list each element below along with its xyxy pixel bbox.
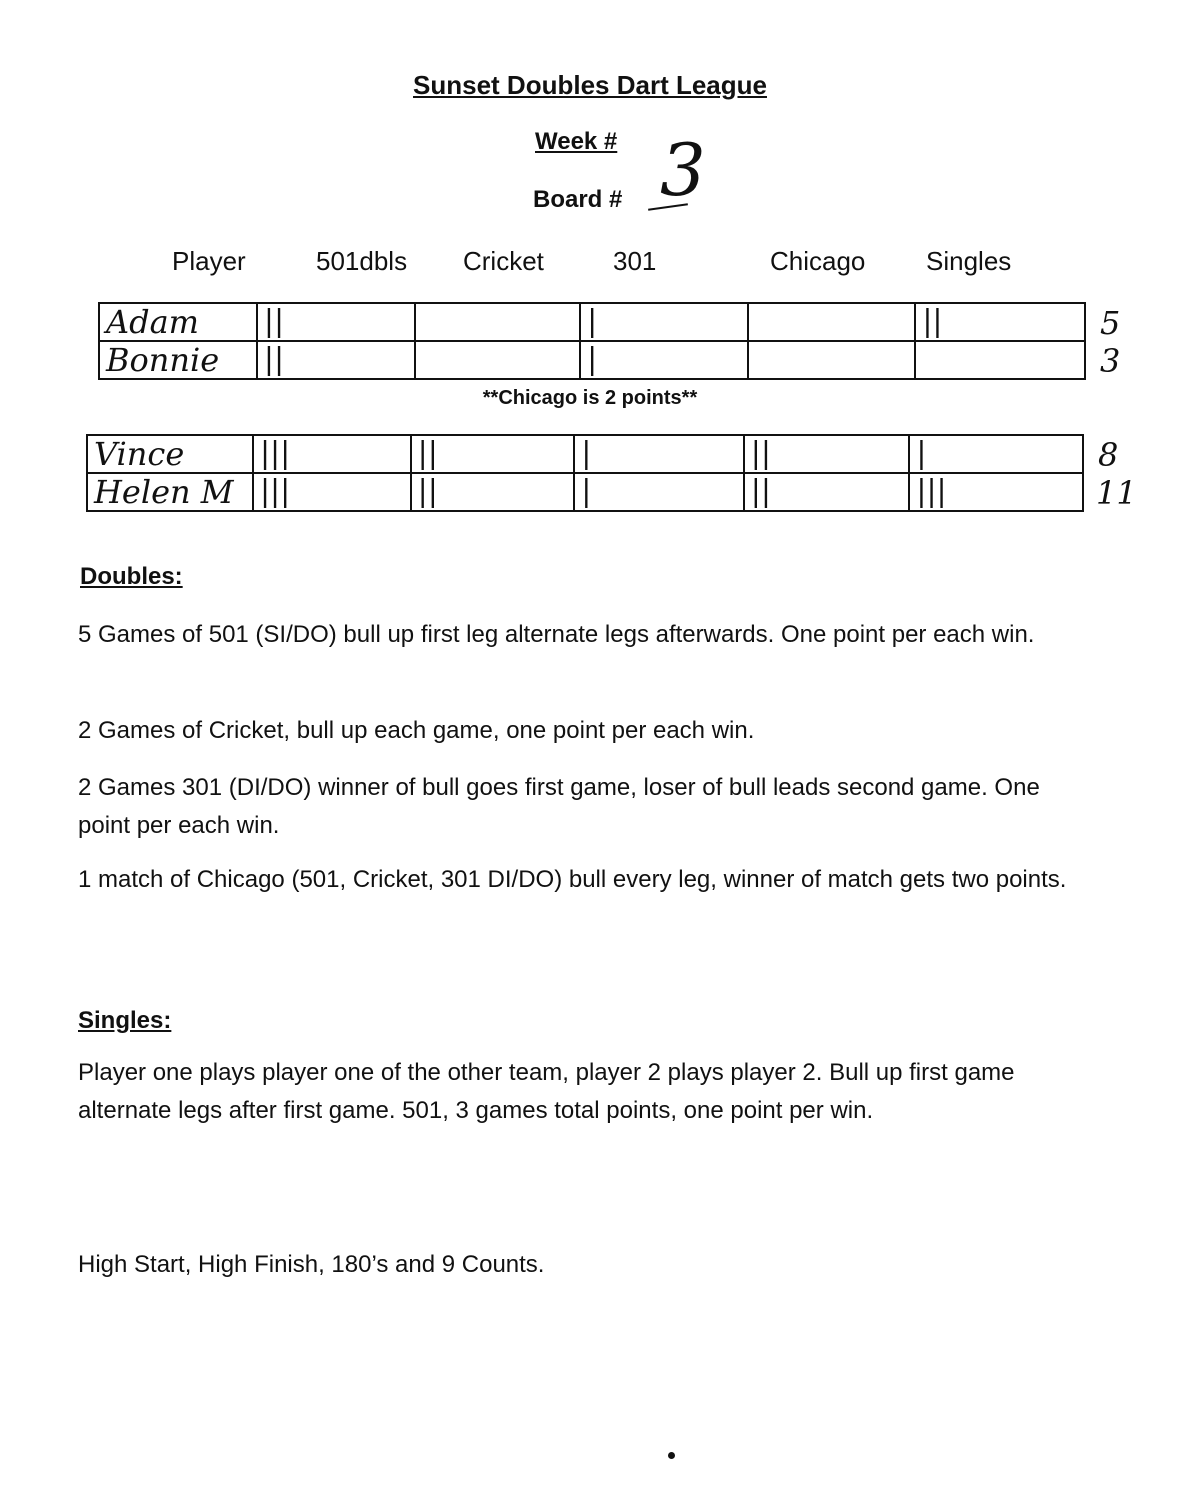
player-name: Adam: [99, 303, 257, 341]
player-total: 11: [1096, 474, 1137, 512]
high-scores-note: High Start, High Finish, 180’s and 9 Counts.: [78, 1251, 545, 1278]
stray-dot: [668, 1452, 675, 1459]
player-total: 5: [1100, 304, 1121, 342]
score-chicago: [748, 303, 916, 341]
score-singles: ||: [915, 303, 1085, 341]
score-chicago: [748, 341, 916, 379]
col-header-501dbls: 501dbls: [316, 246, 408, 276]
league-title: Sunset Doubles Dart League: [413, 70, 767, 100]
singles-rule: Player one plays player one of the other team, player 2 plays player 2. Bull up first game alternate legs after first game. 501, 3 games total points, one point per win.: [78, 1059, 1015, 1124]
score-cricket: ||: [411, 435, 575, 473]
col-header-301: 301: [613, 246, 657, 276]
player-total: 3: [1100, 342, 1121, 380]
chicago-points-note: **Chicago is 2 points**: [482, 387, 698, 409]
board-label: Board #: [533, 186, 623, 213]
score-singles: |: [909, 435, 1083, 473]
score-501dbls: ||: [257, 341, 415, 379]
table-row: [87, 435, 1083, 473]
score-501dbls: |||: [253, 435, 411, 473]
player-name: Vince: [87, 435, 253, 473]
doubles-heading: Doubles:: [80, 563, 183, 590]
score-chicago: ||: [744, 473, 910, 511]
team2-score-table: [86, 434, 1084, 512]
doubles-rule-cricket: 2 Games of Cricket, bull up each game, one point per each win.: [78, 717, 755, 744]
score-301: |: [580, 303, 748, 341]
score-singles: |||: [909, 473, 1083, 511]
player-total: 8: [1098, 436, 1119, 474]
player-name: Bonnie: [99, 341, 257, 379]
score-301: |: [574, 435, 744, 473]
doubles-rule-301: 2 Games 301 (DI/DO) winner of bull goes first game, loser of bull leads second game. One point per each win.: [78, 774, 1040, 839]
week-value: 3: [660, 128, 706, 212]
table-row: [87, 473, 1083, 511]
table-row: [99, 303, 1085, 341]
player-name: Helen M: [87, 473, 253, 511]
week-label: Week #: [535, 128, 618, 155]
score-501dbls: ||: [257, 303, 415, 341]
singles-heading: Singles:: [78, 1007, 172, 1034]
col-header-cricket: Cricket: [463, 246, 544, 276]
score-chicago: ||: [744, 435, 910, 473]
score-cricket: ||: [411, 473, 575, 511]
score-singles: [915, 341, 1085, 379]
score-cricket: [415, 341, 581, 379]
score-501dbls: |||: [253, 473, 411, 511]
doubles-rule-chicago: 1 match of Chicago (501, Cricket, 301 DI/DO) bull every leg, winner of match gets two points.: [78, 866, 1067, 893]
col-header-player: Player: [172, 246, 246, 276]
team1-score-table: [98, 302, 1086, 380]
score-301: |: [574, 473, 744, 511]
table-row: [99, 341, 1085, 379]
score-301: |: [580, 341, 748, 379]
col-header-chicago: Chicago: [770, 246, 866, 276]
doubles-rule-501: 5 Games of 501 (SI/DO) bull up first leg alternate legs afterwards. One point per each win.: [78, 621, 1035, 648]
score-cricket: [415, 303, 581, 341]
col-header-singles: Singles: [926, 246, 1012, 276]
